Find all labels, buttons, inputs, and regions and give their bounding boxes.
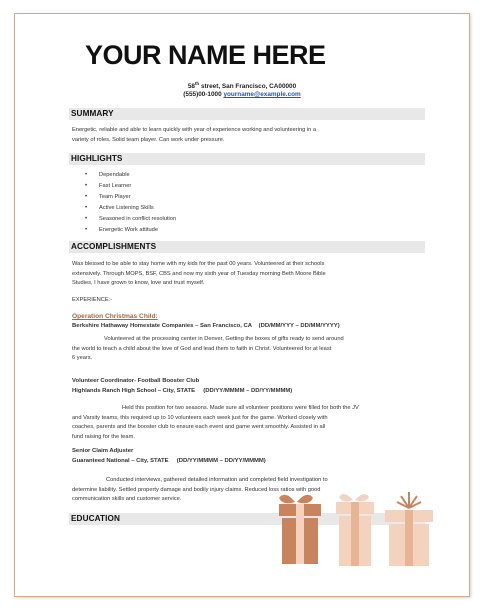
job-description: Conducted interviews, gathered detailed information and completed field investigation to determine liability. Settled property damage and bodily injury claims. Reduced loss ratios with good communication skills and customer service. [72, 477, 328, 503]
phone-number: (555)00-1000 [183, 91, 222, 98]
job-description: Volunteered at the processing center in Denver, Getting the boxes of gifts ready to send around the world to teach a child about the love of God and lead them to faith in Christ. Volunteered for at least 6 years. [72, 336, 344, 362]
summary-text: Energetic, reliable and able to learn quickly with year of experience working and volunteering in a variety of roles. Solid team player. Can work under pressure. [72, 127, 317, 143]
list-item: • Active Listening Skills [99, 205, 154, 211]
job-org-line: Highlands Ranch High School – City, STATE (DD/YY/MMMM – DD/YY/MMMM) [72, 388, 293, 394]
job-title: Senior Claim Adjuster [72, 448, 134, 454]
resume-page [14, 13, 470, 597]
experience-label: EXPERIENCE:- [72, 297, 113, 303]
candidate-name: YOUR NAME HERE [85, 40, 326, 70]
gift-boxes-icon [273, 488, 469, 596]
address-line: 58th street, San Francisco, CA00000 [187, 81, 297, 91]
section-summary-header: SUMMARY [69, 108, 425, 120]
job-title: Volunteer Coordinator- Football Booster Club [72, 378, 200, 384]
job-org-line: Guaranteed National – City, STATE (DD/YY/MMMM – DD/YY/MMMM) [72, 458, 266, 464]
section-highlights-header: HIGHLIGHTS [69, 153, 425, 165]
job-description: Held this position for two seasons. Made sure all volunteer positions were filled for both the JV and Varsity teams, this required up to 10 volunteers each week just for the game. Worked closely with coaches, parents and the booster club to ensure each event and game went smoothly. Assisted in all fund raising for the team. [72, 405, 359, 440]
list-item: • Dependable [99, 172, 130, 178]
section-accomplishments-header: ACCOMPLISHMENTS [69, 241, 425, 253]
gift-box-dark [279, 495, 321, 564]
list-item: • Fast Learner [99, 183, 131, 189]
list-item: • Seasoned in conflict resolution [99, 216, 176, 222]
contact-line [15, 91, 469, 98]
gift-box-light [336, 494, 374, 566]
email-link[interactable]: yourname@example.com [223, 91, 301, 98]
section-education-header: EDUCATION [69, 513, 425, 525]
job-org-line: Berkshire Hathaway Homestate Companies – San Francisco, CA (DD/MM/YYY – DD/MM/YYYY) [72, 323, 340, 329]
job-title: Operation Christmas Child: [72, 313, 158, 320]
gift-box-light-2 [385, 492, 433, 566]
accomplishments-text: Was blessed to be able to stay home with my kids for the past 00 years. Volunteered at their schools extensively. Through MOPS, BSF, CBS and now my sixth year of Tuesday morning Beth Moore Bible Studies, I have grown to know, love and trust myself. [72, 261, 326, 287]
list-item: • Team Player [99, 194, 131, 200]
list-item: • Energetic Work attitude [99, 227, 158, 233]
